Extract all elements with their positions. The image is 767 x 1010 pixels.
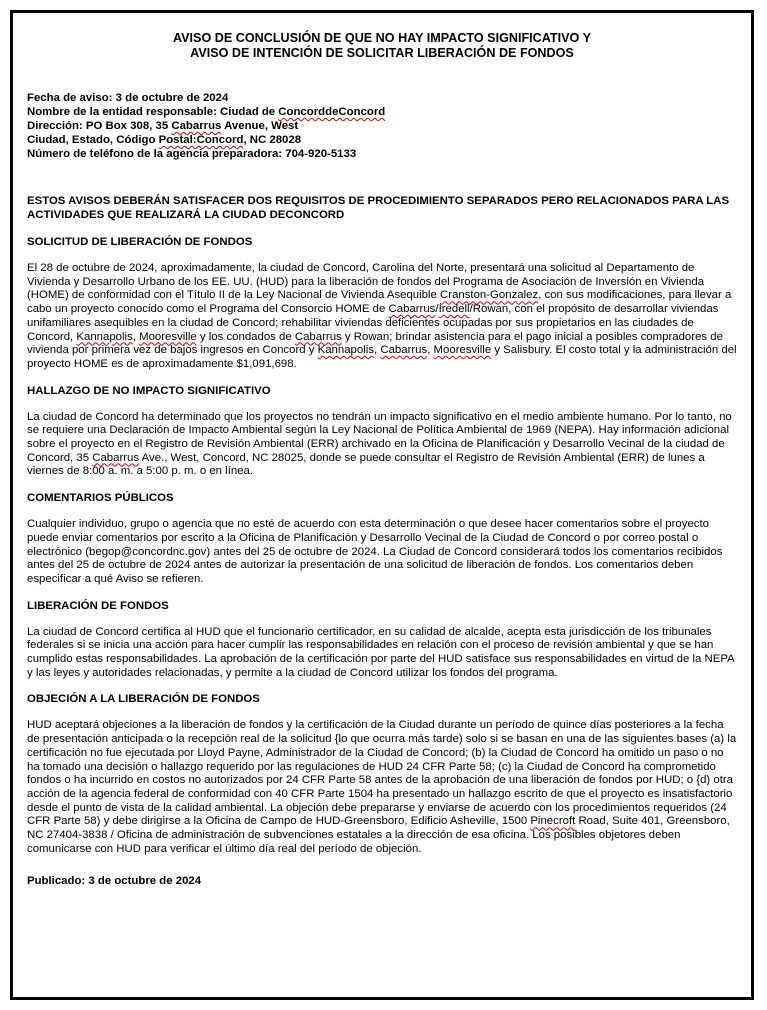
- city-prefix: Ciudad, Estado, Código: [27, 134, 159, 146]
- document-title: [27, 31, 737, 61]
- text-run: , con sus modificaciones, para llevar a cabo un proyecto conocido como el Programa del Consorcio HOME de: [27, 289, 732, 316]
- paragraph-public-comments: Cualquier individuo, grupo o agencia que no esté de acuerdo con esta determinación o que desee hacer comentarios sobre el proyecto puede enviar comentarios por escrito a la Oficina de Planificación y Desarrollo Vecinal de la Ciudad de Concord o por correo postal o electrónico (begop@concordnc.gov) antes del 25 de octubre de 2024. La Ciudad de Concord considerará todos los comentarios recibidos antes del 25 de octubre de 2024 antes de autorizar la presentación de una solicitud de liberación de fondos. Los comentarios deben especificar a qué Aviso se refieren.: [27, 518, 723, 585]
- marked-word: Cabarrus: [294, 330, 342, 343]
- document-frame: [10, 10, 754, 1000]
- heading-release-of-funds: LIBERACIÓN DE FONDOS: [27, 599, 169, 612]
- title-line-1: AVISO DE CONCLUSIÓN DE QUE NO HAY IMPACTO SIGNIFICATIVO Y: [173, 31, 591, 45]
- text-run: /: [435, 303, 439, 316]
- marked-word: Mooresville: [139, 330, 197, 343]
- heading-objection: OBJECIÓN A LA LIBERACIÓN DE FONDOS: [27, 693, 260, 706]
- marked-word: Cabarrus: [380, 344, 428, 357]
- agency-phone: Número de teléfono de la agencia preparadora: 704-920-5133: [27, 148, 357, 160]
- entity-prefix: Nombre de la entidad responsable: Ciudad de: [27, 106, 279, 118]
- marked-word: Mooresville: [433, 344, 492, 357]
- published-date: Publicado: 3 de octubre de 2024: [27, 874, 202, 887]
- text-run: HUD aceptará objeciones a la liberación de fondos y la certificación de la Ciudad durante un período de quince días posteriores a la fecha de presentación anticipada o la recepción real de la solicitud {lo que ocurra más tarde) solo si se basan en una de las siguientes bases (a) la certificación no fue ejecutada por Lloyd Payne, Administrador de la Ciudad de Concord; (b) la Ciudad de Concord ha omitido un paso o no ha tomado una decisión o hallazgo requerido por las regulaciones de HUD 24 CFR Parte 58; (c) la Ciudad de Concord ha comprometido fondos o ha incurrido en costos no autorizados por 24 CFR Parte 58 antes de la aprobación de una liberación de fondos por HUD; o {d) otra acción de la agencia federal de conformidad con 40 CFR Parte 1504 ha presentado un hallazgo escrito de que el proyecto es insatisfactorio desde el punto de vista de la calidad ambiental. La objeción debe prepararse y enviarse de acuerdo con los procedimientos requeridos (24 CFR Parte 58) y debe dirigirse a la Oficina de Campo de HUD-Greensboro, Edificio Asheville, 1500: [27, 719, 737, 828]
- intro-statement: ESTOS AVISOS DEBERÁN SATISFACER DOS REQUISITOS DE PROCEDIMIENTO SEPARADOS PERO RELACIONADOS PARA LAS ACTIVIDADES QUE REALIZARÁ LA CIUDAD DECONCORD: [27, 195, 730, 221]
- marked-word: Kannapolis: [317, 344, 374, 357]
- marked-word: Iredell: [438, 303, 470, 316]
- address-street: Cabarrus: [171, 120, 222, 132]
- text-run: y los condados de: [196, 330, 295, 343]
- paragraph-fonsi: [27, 411, 737, 480]
- paragraph-release-request: [27, 262, 737, 372]
- text-run: El 28 de octubre de 2024, aproximadamente, la ciudad de Concord, Carolina del Norte, presentará una solicitud al Departamento de Vivienda y Desarrollo Urbano de los EE. UU. (HUD) para la liberación de fondos del Programa de Asociación de Inversión en Vivienda (HOME) de conformidad con el Título II de la Ley Nacional de Vivienda Asequible: [27, 262, 705, 302]
- responsible-entity: [27, 105, 737, 119]
- heading-public-comments: COMENTARIOS PÚBLICOS: [27, 492, 174, 505]
- city-suffix: , NC 28028: [243, 134, 302, 146]
- heading-fonsi: HALLAZGO DE NO IMPACTO SIGNIFICATIVO: [27, 384, 271, 397]
- marked-word: Kannapolis: [76, 330, 133, 343]
- paragraph-release-of-funds: La ciudad de Concord certifica al HUD que el funcionario certificador, en su calidad de alcalde, acepta esta jurisdicción de los tribunales federales si se inicia una acción para hacer cumplir las responsabilidades en relación con el proceso de revisión ambiental y que se han cumplido estas responsabilidades. La aprobación de la certificación por parte del HUD satisface sus responsabilidades en virtud de la NEPA y las leyes y autoridades relacionadas, y permite a la ciudad de Concord utilizar los fondos del programa.: [27, 625, 735, 679]
- text-run: Road, Suite 401, Greensboro, NC 27404-3838 / Oficina de administración de subvenciones estatales a la dirección de esa oficina. Los posibles objetores deben comunicarse con HUD para verificar el último día real del período de objeción.: [27, 815, 730, 855]
- text-run: /Rowan, con el propósito de desarrollar viviendas unifamiliares asequibles en la ciudad de Concord; rehabilitar viviendas deficientes ocupadas por sus propietarios en las ciudades de Concord,: [27, 303, 719, 343]
- text-run: ,: [427, 344, 434, 357]
- text-run: y Rowan; brindar asistencia para el pago inicial a posibles compradores de vivienda por primera vez de bajos ingresos en Concord y: [27, 330, 723, 357]
- marked-word: Cabarrus: [388, 303, 436, 316]
- heading-release-request: SOLICITUD DE LIBERACIÓN DE FONDOS: [27, 236, 253, 248]
- city-state-zip: [27, 133, 737, 147]
- address-suffix: Avenue, West: [221, 120, 299, 132]
- marked-word: Cranston-Gonzalez: [440, 289, 539, 302]
- notice-header: [27, 91, 737, 161]
- text-run: ,: [374, 344, 381, 357]
- marked-word: Cabarrus: [92, 451, 140, 464]
- marked-word: Pinecroft: [530, 815, 576, 828]
- text-run: ,: [132, 330, 140, 343]
- city-marked: Postal:Concord: [158, 134, 244, 146]
- address-prefix: Dirección: PO Box 308, 35: [27, 120, 172, 132]
- text-run: La ciudad de Concord ha determinado que los proyectos no tendrán un impacto significativo en el medio ambiente humano. Por lo tanto, no se requiere una Declaración de Impacto Ambiental según la Ley Nacional de Política Ambiental de 1969 (NEPA). Hay información adicional sobre el proyecto en el Registro de Revisión Ambiental (ERR) archivado en la Oficina de Planificación y Desarrollo Vecinal de la ciudad de Concord, 35: [27, 410, 732, 464]
- text-run: y Salisbury. El costo total y la administración del proyecto HOME es de aproximadamente $1,091,698.: [27, 344, 737, 370]
- text-run: Ave., West, Concord, NC 28025, donde se puede consultar el Registro de Revisión Ambiental (ERR) de lunes a viernes de 8:00 a. m. a 5:00 p. m. o en línea.: [27, 451, 705, 478]
- paragraph-objection: [27, 719, 737, 856]
- address-line: [27, 119, 737, 133]
- document-content: [27, 31, 737, 888]
- title-line-2: AVISO DE INTENCIÓN DE SOLICITAR LIBERACIÓN DE FONDOS: [190, 46, 574, 60]
- notice-date: Fecha de aviso: 3 de octubre de 2024: [27, 92, 229, 104]
- entity-name: ConcorddeConcord: [278, 106, 386, 118]
